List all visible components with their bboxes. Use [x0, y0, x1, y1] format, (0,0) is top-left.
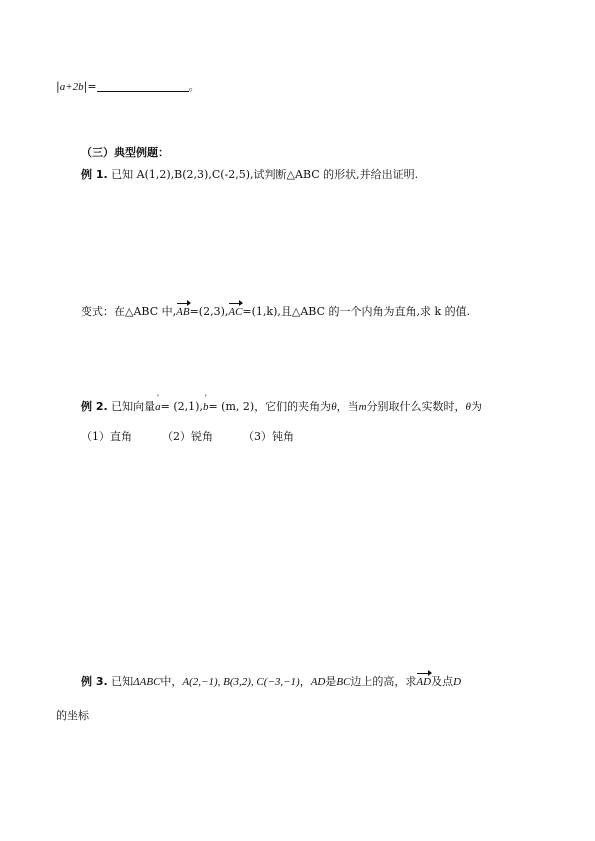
vector-a: ' a	[155, 400, 161, 414]
example-3-label: 例 3.	[81, 675, 108, 688]
variant-problem: 变式：在△ABC 中,AB=(2,3),AC=(1,k),且△ABC 的一个内角为直角,求 k 的值.	[81, 305, 471, 318]
answer-blank	[97, 81, 189, 92]
points-expression: A(2,−1), B(3,2), C(−3,−1)	[182, 676, 300, 688]
example-1-label: 例 1.	[81, 168, 108, 181]
answer-line: |a+2b|= 。	[56, 80, 200, 93]
example-2-options	[81, 430, 294, 444]
example-1-text: 已知 A(1,2),B(2,3),C(-2,5),试判断△ABC 的形状,并给出证明.	[111, 168, 419, 181]
option-obtuse-angle: （3）钝角	[243, 430, 294, 443]
example-2-label: 例 2.	[81, 400, 108, 413]
option-acute-angle: （2）锐角	[162, 430, 213, 443]
vector-b: ' b	[203, 400, 209, 414]
example-3: 例 3. 已知ΔABC中，A(2,−1), B(3,2), C(−3,−1)，AD是BC边上的高，求AD及点D	[81, 675, 462, 688]
option-right-angle: （1）直角	[81, 430, 132, 443]
section-heading: （三）典型例题：	[81, 146, 169, 159]
example-1	[81, 168, 418, 182]
example-2: 例 2. 已知向量' a= (2,1),' b= (m, 2)，它们的夹角为θ，当m分别取什么实数时，θ为	[81, 400, 482, 414]
abs-expression: a+2b	[59, 81, 84, 93]
vector-ac: AC	[228, 306, 243, 318]
example-3-line2: 的坐标	[56, 709, 89, 722]
vector-ad: AD	[416, 676, 432, 688]
vector-ab: AB	[176, 306, 190, 318]
